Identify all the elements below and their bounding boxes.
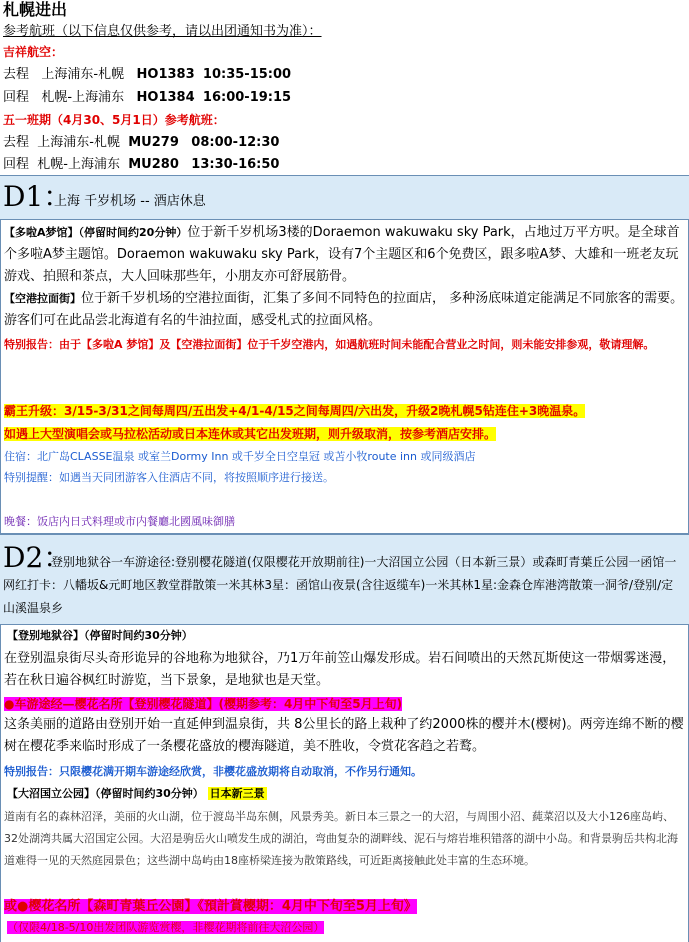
flight-time: 10:35-15:00 bbox=[202, 67, 292, 82]
hotel-line: 住宿：北广岛CLASSE温泉 或室兰Dormy Inn 或千岁全日空皇冠 或苫小牧route inn 或同级酒店 bbox=[4, 450, 476, 463]
leg-label: 回程 bbox=[3, 157, 30, 172]
leg-label: 去程 bbox=[3, 135, 30, 150]
ramen-text: 位于新千岁机场的空港拉面街，汇集了多间不同特色的拉面店， 多种汤底味道定能满足不同旅客的需要。游客们可在此品尝北海道有名的牛油拉面，感受札式的拉面风格。 bbox=[4, 291, 684, 328]
onuma-badge: 日本新三景 bbox=[209, 787, 265, 800]
hotel-note: 特别提醒：如遇当天同团游客入住酒店不同，将按照顺序进行接送。 bbox=[4, 471, 334, 484]
upgrade-line-1 bbox=[4, 402, 585, 420]
doraemon-paragraph bbox=[4, 222, 686, 288]
ref-flight-heading: 参考航班（以下信息仅供参考，请以出团通知书为准）： bbox=[3, 24, 322, 39]
sakura-text: 这条美丽的道路由登别开始一直延伸到温泉街，共 8公里长的路上栽种了约2000株的樱并木(樱树)。两旁连绵不断的樱树在樱花季来临时形成了一条樱花盛放的樱海隧道，美不胜收，令赏花客趋之若鹜。 bbox=[4, 717, 684, 754]
flight-row-return-1 bbox=[3, 88, 291, 108]
sakura-report: 特别报告：只限樱花满开期车游途经欣赏，非樱花盛放期将自动取消，不作另行通知。 bbox=[4, 765, 422, 778]
day1-label: D1： bbox=[3, 180, 72, 213]
ramen-title: 【空港拉面街】 bbox=[4, 292, 81, 305]
flight-time: 13:30-16:50 bbox=[191, 157, 280, 172]
ramen-paragraph bbox=[4, 288, 686, 332]
flight-row-return-2 bbox=[3, 155, 279, 175]
flight-time: 08:00-12:30 bbox=[191, 135, 280, 150]
dinner-line: 晚餐：饭店内日式料理或市内餐廳北國風味御膳 bbox=[4, 515, 235, 528]
onuma-title-line bbox=[7, 785, 267, 803]
flight-number: MU280 bbox=[128, 157, 179, 172]
special-report: 特别报告：由于【多啦A 梦馆】及【空港拉面街】位于千岁空港内，如遇航班时间未能配合营业之时间，则未能安排参观，敬请理解。 bbox=[4, 338, 655, 351]
route: 札幌-上海浦东 bbox=[37, 157, 120, 172]
day2-body bbox=[0, 624, 689, 942]
flight-time: 16:00-19:15 bbox=[202, 90, 292, 105]
doraemon-duration: （停留时间约20分钟） bbox=[78, 226, 188, 239]
upgrade-line-2 bbox=[4, 425, 496, 443]
doraemon-text: 位于新千岁机场3楼的Doraemon wakuwaku sky Park，占地过万平方呎。是全球首个多啦A梦主题馆。Doraemon wakuwaku sky Park，设有7个主题区和6个免费区，跟多啦A梦、大雄和一班老友玩游戏、拍照和茶点，大人回味那些年，小朋友亦可舒展筋骨。 bbox=[4, 225, 680, 284]
jigoku-text: 在登别温泉街尽头奇形诡异的谷地称为地狱谷，乃1万年前笠山爆发形成。岩石间喷出的天然瓦斯使这一带烟雾迷漫，若在秋日遍谷枫红时游览，当下景象，是地狱也是天堂。 bbox=[4, 651, 676, 688]
day1-body bbox=[0, 219, 689, 534]
jigoku-title: 【登别地狱谷】（停留时间约30分钟） bbox=[7, 629, 193, 642]
leg-label: 去程 bbox=[3, 67, 30, 82]
flight-number: HO1384 bbox=[136, 90, 195, 105]
day2-label: D2： bbox=[3, 541, 72, 574]
upgrade-text-1: 霸王升级：3/15-3/31之间每周四/五出发+4/1-4/15之间每周四/六出发，升级2晚札幌5钻连住+3晚温泉。 bbox=[4, 404, 586, 418]
day1-route: 上海 千岁机场 -- 酒店休息 bbox=[54, 194, 206, 209]
mayday-heading: 五一班期（4月30、5月1日）参考航班： bbox=[3, 113, 225, 127]
day2-header-band bbox=[0, 534, 689, 625]
onuma-title: 【大沼国立公园】（停留时间约30分钟） bbox=[7, 787, 204, 800]
flight-number: MU279 bbox=[128, 135, 179, 150]
sakura-road-text: ●车游途经—樱花名所【登别樱花隧道】(樱期参考：4月中下旬至5月上旬) bbox=[4, 697, 403, 711]
morimachi-text: 或●樱花名所【森町青葉丘公園】《預計賞櫻期：4月中下旬至5月上旬》 bbox=[4, 899, 417, 914]
morimachi-note-line bbox=[7, 920, 324, 936]
morimachi-line bbox=[4, 897, 417, 917]
sakura-road-line bbox=[4, 695, 402, 713]
doraemon-title: 【多啦A梦馆】 bbox=[4, 226, 79, 239]
upgrade-text-2: 如遇上大型演唱会或马拉松活动或日本连休或其它出发班期，则升级取消，按参考酒店安排。 bbox=[4, 427, 497, 441]
flight-number: HO1383 bbox=[136, 67, 195, 82]
flight-row-outbound-1 bbox=[3, 65, 291, 85]
route: 上海浦东-札幌 bbox=[41, 67, 125, 82]
onuma-text: 道南有名的森林沼泽，美丽的火山湖，位于渡岛半岛东侧，风景秀美。新日本三景之一的大沼，与周围小沼、蒓菜沼以及大小126座岛屿、32处湖湾共属大沼国定公园。大沼是驹岳火山喷发生成的湖泊，弯曲复杂的湖畔线、泥石与熔岩堆积错落的湖中小岛。和背景驹岳共构北海道难得一见的天然庭园景色；这些湖中岛屿由18座桥梁连接为散策路线，可近距离接触此处丰富的生态环境。 bbox=[4, 810, 678, 867]
flight-row-outbound-2 bbox=[3, 133, 279, 153]
leg-label: 回程 bbox=[3, 90, 30, 105]
route: 札幌-上海浦东 bbox=[41, 90, 125, 105]
airline-label: 吉祥航空： bbox=[3, 45, 64, 59]
day2-route: 登别地狱谷一车游途径:登别樱花隧道(仅限樱花开放期前往)一大沼国立公园（日本新三景）或森町青葉丘公园一函馆一网红打卡：八幡坂&元町地区教堂群散策一米其林3星：函馆山夜景(含往返缆车)一米其林1星:金森仓库港湾散策一洞爷/登别/定山溪温泉乡 bbox=[3, 555, 677, 615]
day1-header-band bbox=[0, 175, 689, 220]
page-title: 札幌进出 bbox=[3, 0, 68, 19]
route: 上海浦东-札幌 bbox=[37, 135, 120, 150]
morimachi-note: （仅限4/18-5/10出发团队游览赏樱，非樱花期将前往大沼公园） bbox=[7, 921, 325, 934]
